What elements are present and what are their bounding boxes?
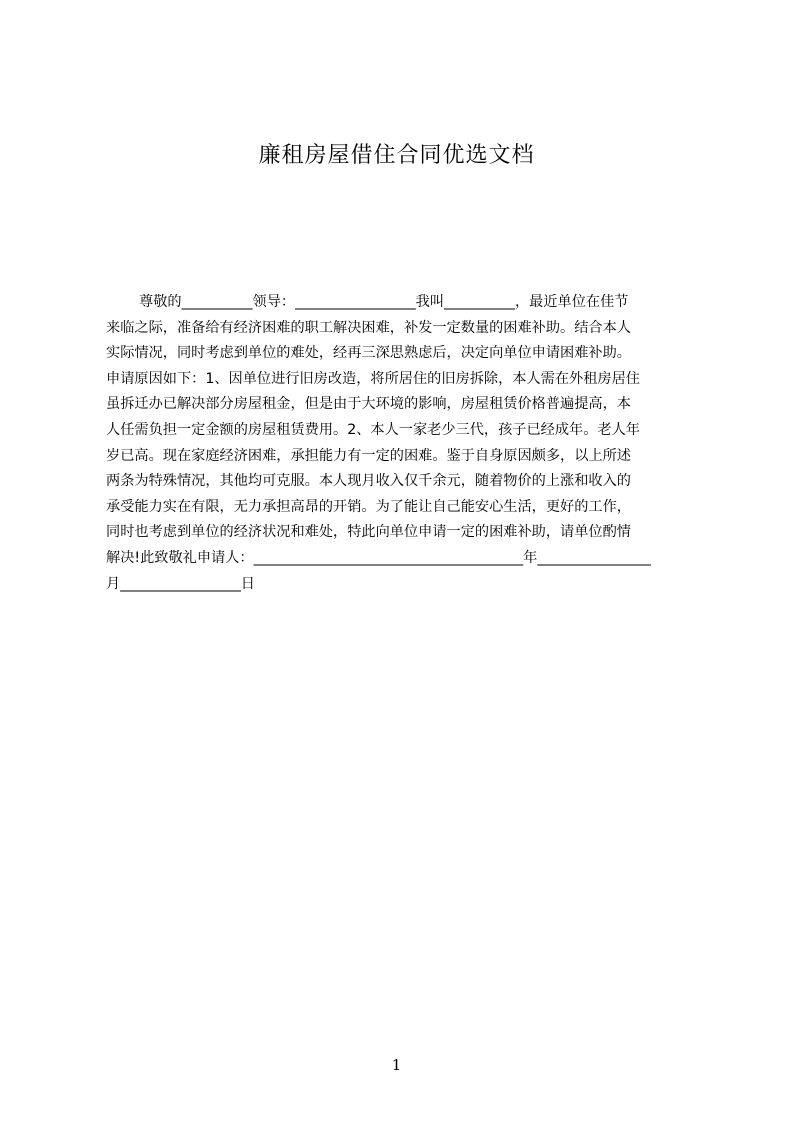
document-body [106, 290, 697, 606]
body-line: 解决!此致敬礼申请人：______________________________________年________________ [106, 549, 651, 566]
document-title: 廉租房屋借住合同优选文档 [258, 143, 535, 168]
page-number: 1 [391, 1056, 402, 1074]
body-line: 两条为特殊情况，其他均可克服。本人现月收入仅千余元，随着物价的上涨和收入的 [106, 473, 631, 490]
body-line: 实际情况，同时考虑到单位的难处，经再三深思熟虑后，决定向单位申请困难补助。 [106, 345, 631, 362]
body-line: 月_________________日 [106, 575, 255, 592]
body-line: 同时也考虑到单位的经济状况和难处，特此向单位申请一定的困难补助，请单位酌情 [106, 524, 631, 541]
body-line: 来临之际，准备给有经济困难的职工解决困难，补发一定数量的困难补助。结合本人 [106, 319, 631, 336]
body-line: 承受能力实在有限，无力承担高昂的开销。为了能让自己能安心生活，更好的工作， [106, 498, 631, 515]
body-line: 岁已高。现在家庭经济困难，承担能力有一定的困难。鉴于自身原因颇多，以上所述 [106, 447, 631, 464]
body-line: 尊敬的__________领导：_________________我叫__________，最近单位在佳节 [139, 294, 629, 310]
body-line: 申请原因如下：1、因单位进行旧房改造，将所居住的旧房拆除，本人需在外租房居住 [106, 370, 640, 387]
body-line: 虽拆迁办已解决部分房屋租金，但是由于大环境的影响，房屋租赁价格普遍提高，本 [106, 396, 631, 413]
body-line: 人任需负担一定金额的房屋租赁费用。2、本人一家老少三代，孩子已经成年。老人年 [106, 421, 640, 438]
